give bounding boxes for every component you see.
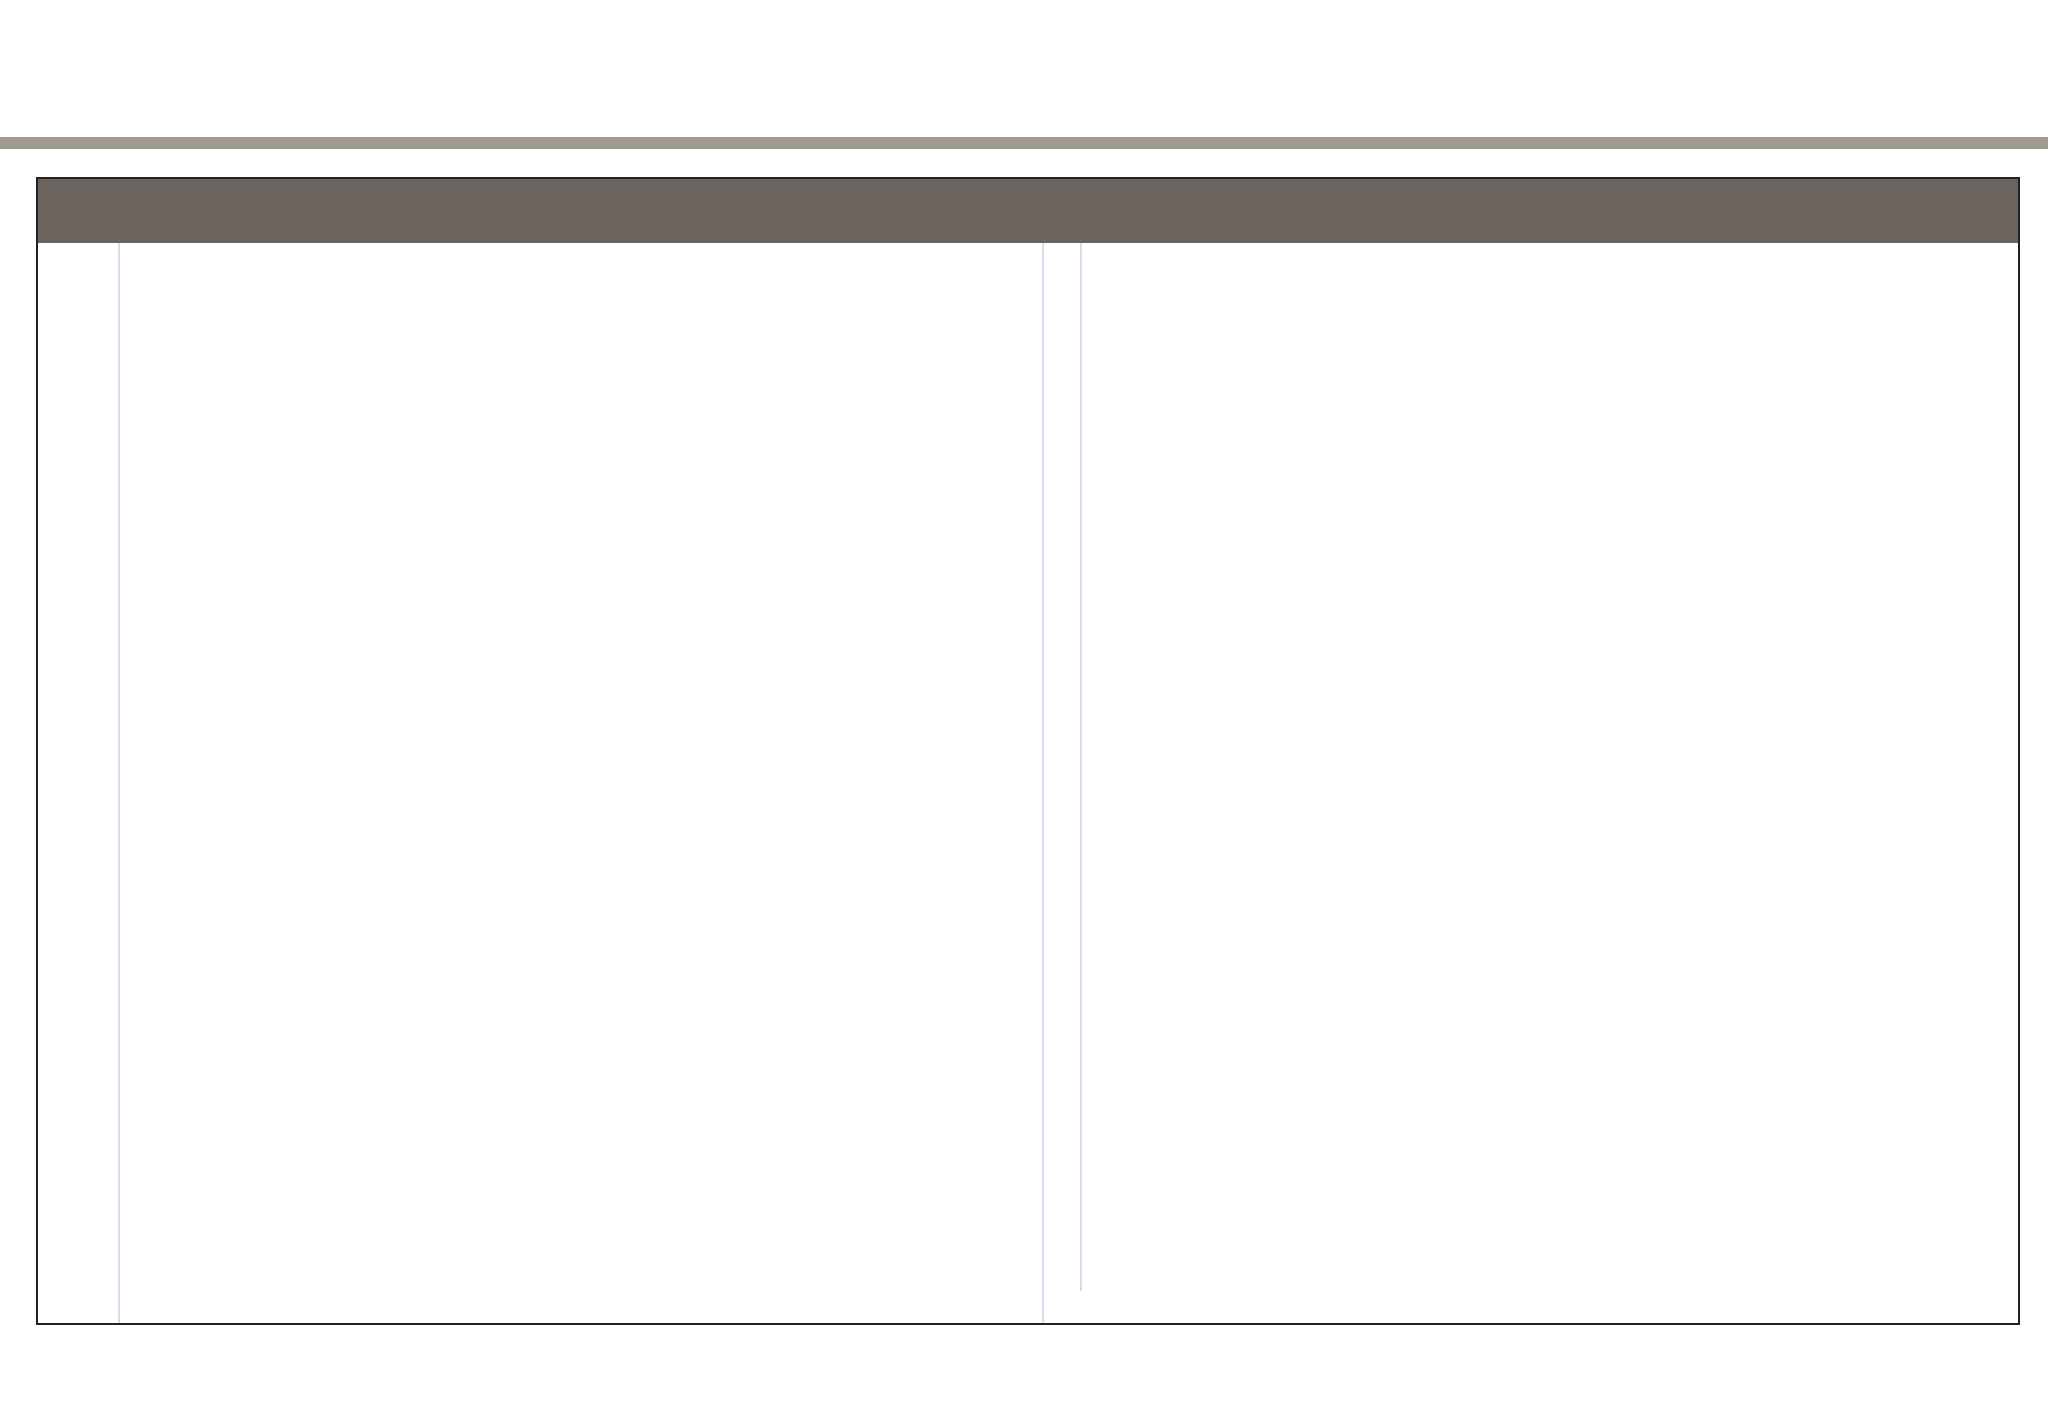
table-header	[38, 179, 2018, 243]
title-divider	[0, 137, 2048, 149]
column-divider-days	[1042, 243, 1044, 1323]
milestone-table	[36, 177, 2020, 1325]
column-divider-milestone	[118, 243, 120, 1323]
column-divider-deliverable	[1080, 243, 1082, 1291]
